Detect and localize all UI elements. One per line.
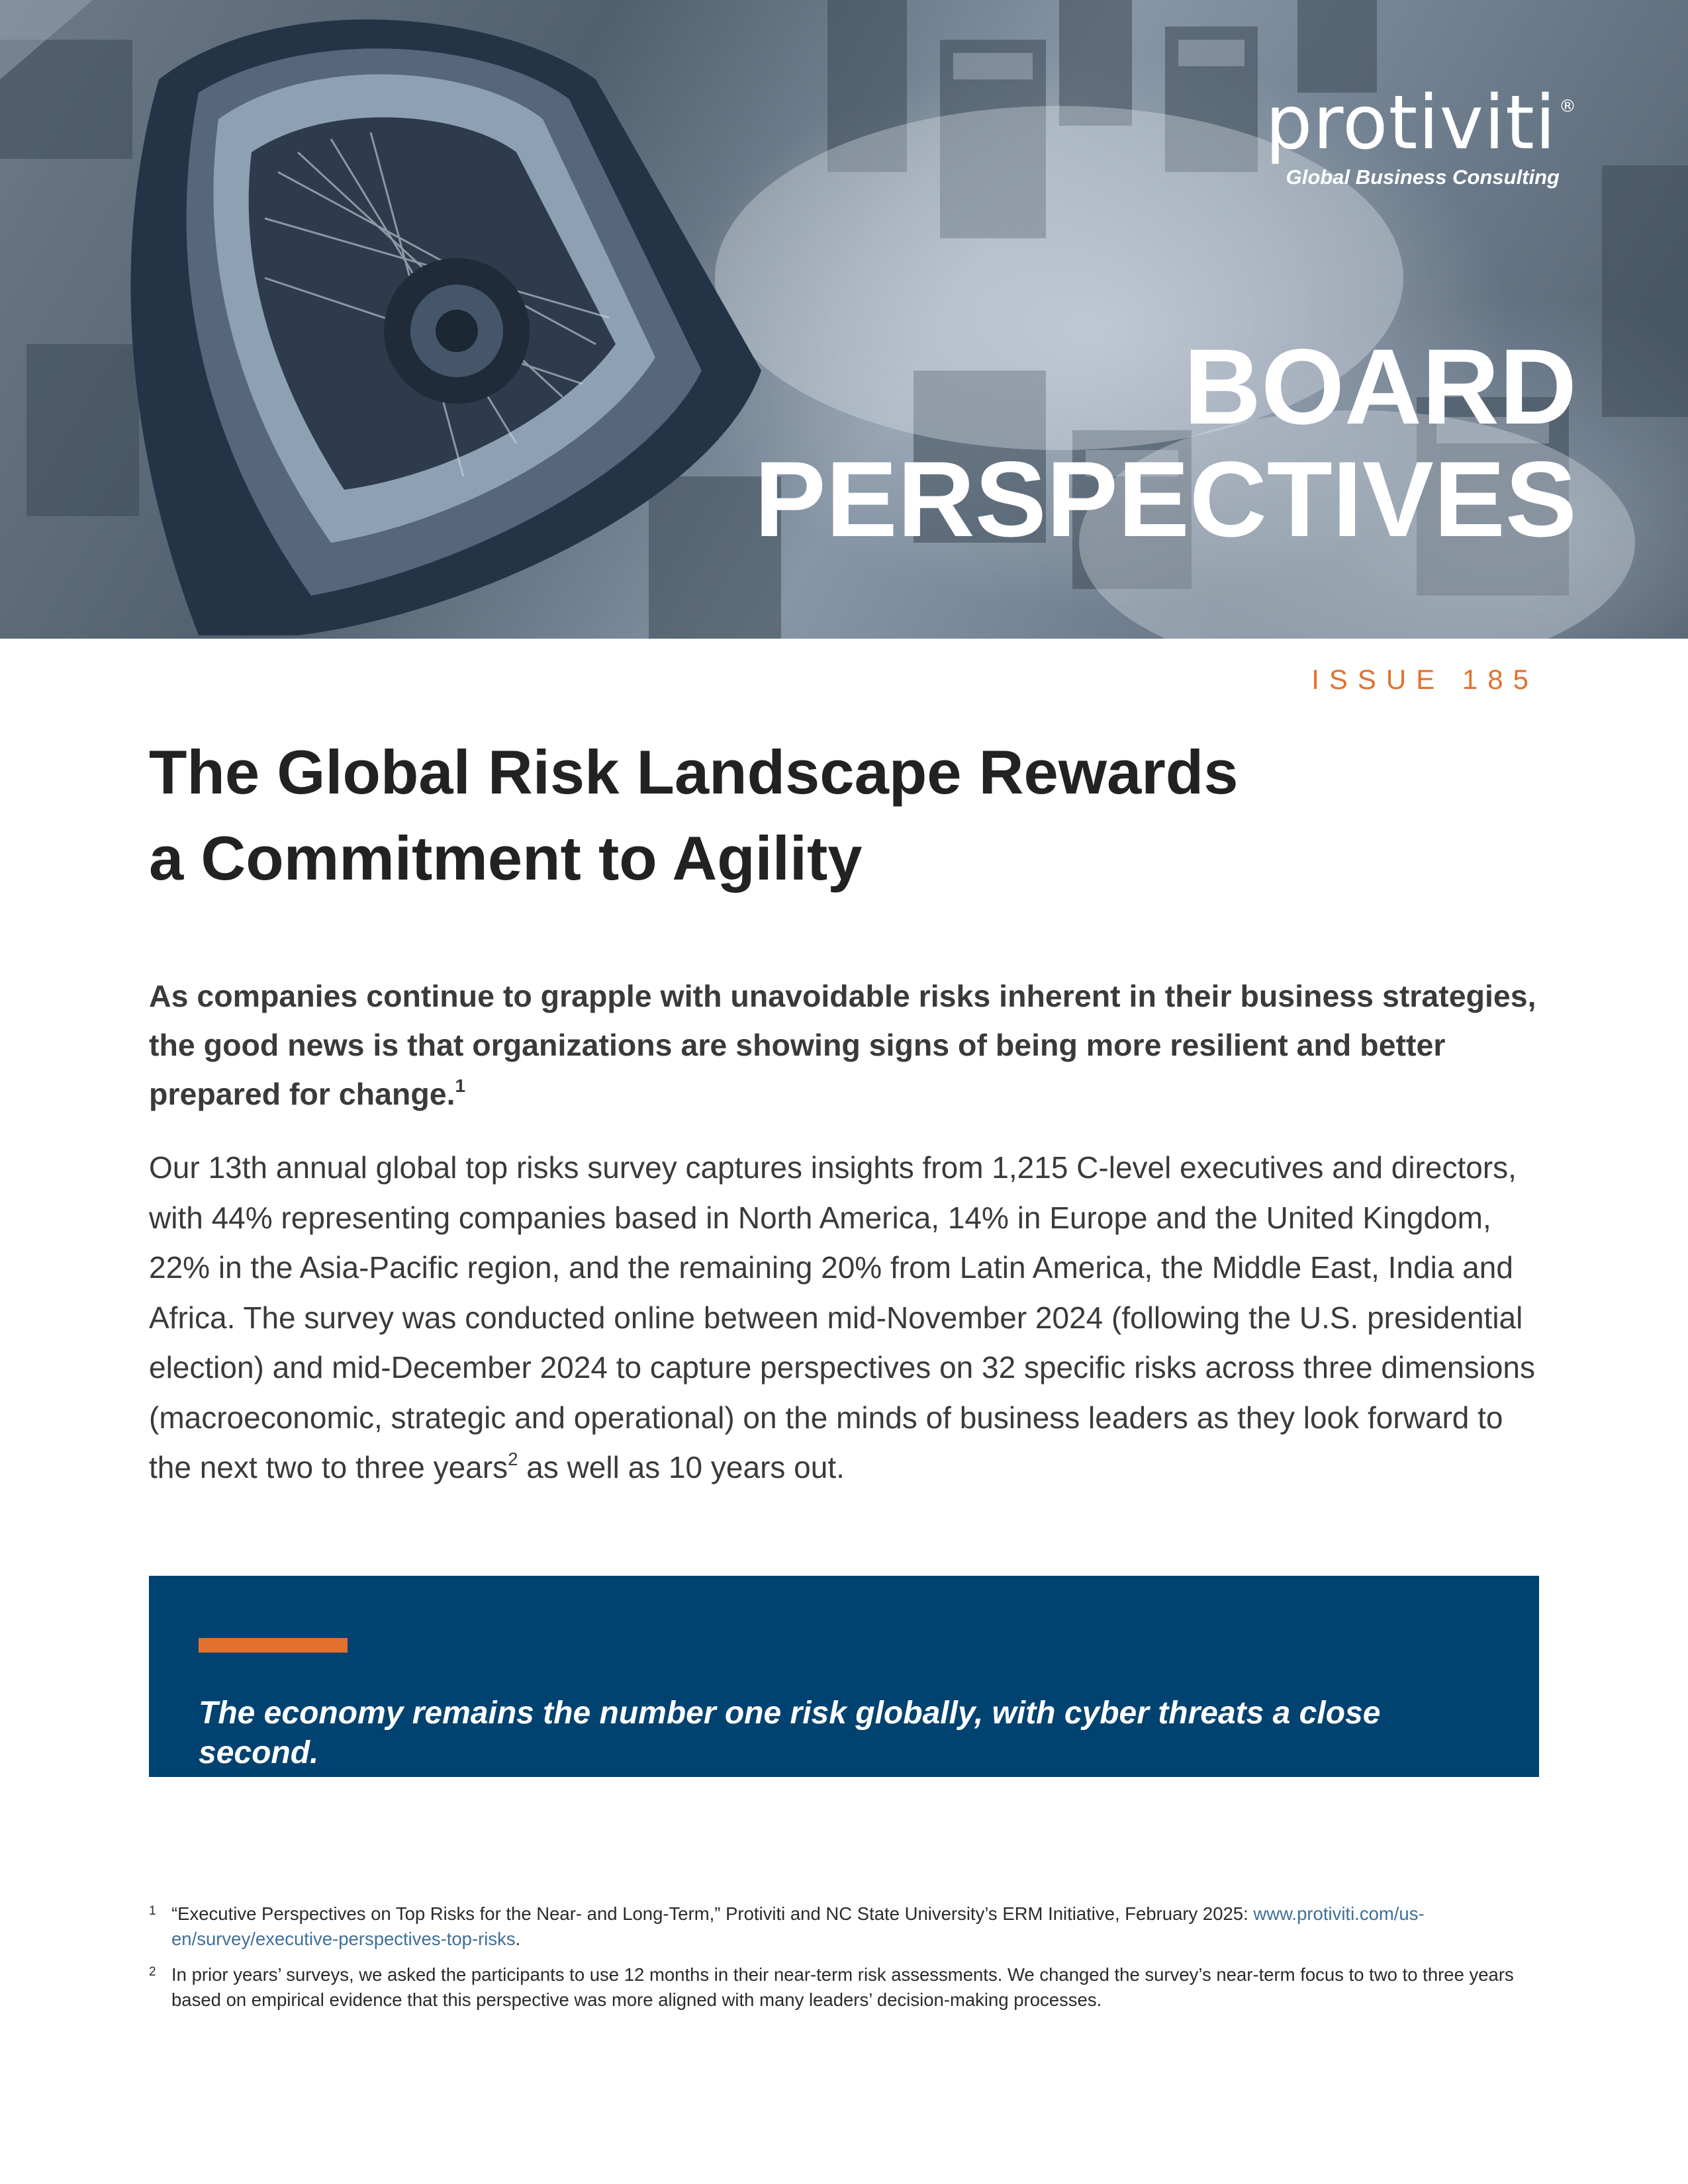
footnote-ref-2[interactable]: 2 (508, 1448, 518, 1469)
footnote-ref-1[interactable]: 1 (455, 1075, 466, 1096)
callout-box (149, 1576, 1539, 1777)
footnote-text: “Executive Perspectives on Top Risks for the Near- and Long-Term,” Protiviti and NC State University’s ERM Initiative, February 2025: (171, 1903, 1254, 1924)
footnote-period: . (515, 1929, 521, 1949)
logo-wordmark (1265, 80, 1577, 166)
logo-tagline: Global Business Consulting (1286, 165, 1560, 189)
footnote-1 (149, 1901, 1546, 1952)
lead-paragraph (149, 972, 1546, 1118)
logo-word-text: protiviti (1265, 80, 1556, 166)
callout-accent-bar (199, 1638, 348, 1653)
lead-text: As companies continue to grapple with unavoidable risks inherent in their business strategies, the good news is that organizations are showing signs of being more resilient and better prepared for change. (149, 979, 1536, 1111)
article-title-line2: a Commitment to Agility (149, 823, 863, 893)
footnote-number: 2 (149, 1965, 156, 1979)
protiviti-logo[interactable] (1265, 80, 1577, 189)
article-title-line1: The Global Risk Landscape Rewards (149, 737, 1239, 807)
article-title (149, 729, 1407, 901)
footnotes (149, 1901, 1546, 2023)
body-text-part1: Our 13th annual global top risks survey captures insights from 1,215 C-level executives and directors, with 44% representing companies based in North America, 14% in Europe and the United Kingdom, 22% in the Asia-Pacific region, and the remaining 20% from Latin America, the Middle East, India and Africa. The survey was conducted online between mid-November 2024 (following the U.S. presidential election) and mid-December 2024 to capture perspectives on 32 specific risks across three dimensions (macroeconomic, strategic and operational) on the minds of business leaders as they look forward to the next two to three years (149, 1150, 1536, 1484)
publication-title-line1: BOARD (1184, 327, 1577, 447)
footnote-number: 1 (149, 1904, 156, 1918)
callout-text: The economy remains the number one risk globally, with cyber threats a close second. (199, 1696, 1381, 1770)
survey-link[interactable]: www.protiviti.com/us-en/survey/executive-perspectives-top-risks (171, 1903, 1425, 1949)
publication-title-line2: PERSPECTIVES (754, 439, 1577, 559)
registered-mark: ® (1559, 97, 1577, 116)
hero-banner (0, 0, 1688, 639)
footnote-2 (149, 1962, 1546, 2013)
body-paragraph (149, 1143, 1546, 1493)
publication-title (754, 327, 1577, 559)
issue-label: ISSUE 185 (1311, 664, 1538, 695)
body-text-part2: as well as 10 years out. (518, 1450, 845, 1484)
footnote-text: In prior years’ surveys, we asked the participants to use 12 months in their near-term risk assessments. We changed the survey’s near-term focus to two to three years based on empirical evidence that this perspective was more aligned with many leaders’ decision-making processes. (171, 1964, 1514, 2010)
